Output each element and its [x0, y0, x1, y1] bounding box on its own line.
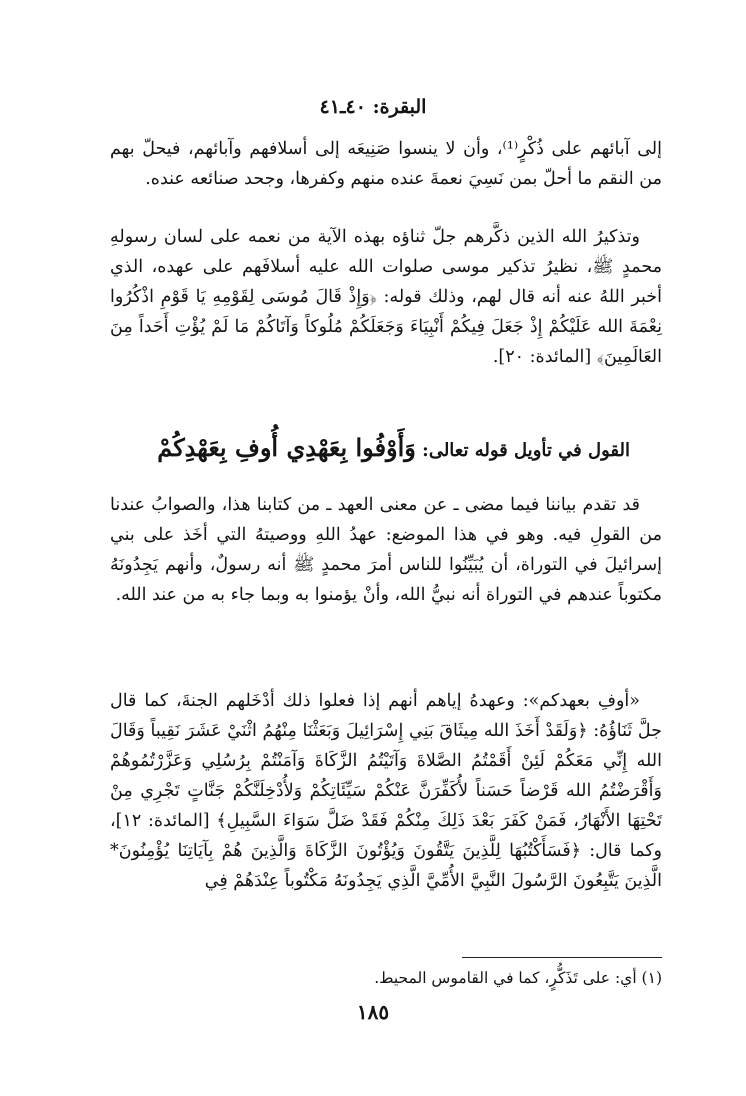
- paragraph-4-text: «أوفِ بعهدكم»: وعهدهُ إياهم أنهم إذا فعلوا ذلك أدْخَلهم الجنةَ، كما قال جلَّ ثَنَاؤُهُ: ﴿وَلَقَدْ أَخَذَ الله مِيثَاقَ بَنِي إِسْرَائِيلَ وَبَعَثْنَا مِنْهُمُ اثْنَيْ عَشَرَ نَقِيباً وَقَالَ الله إِنِّي مَعَكُمْ لَئِنْ أَقَمْتُمُ الصَّلاةَ وَآتَيْتُمُ الزَّكَاةَ وَآمَنْتُمْ بِرُسُلِي وَعَزَّرْتُمُوهُمْ وَأَقْرَضْتُمُ الله قَرْضاً حَسَناً لأُكَفِّرَنَّ عَنْكُمْ سَيِّئَاتِكُمْ وَلأُدْخِلَنَّكُمْ جَنَّاتٍ تَجْرِي مِنْ تَحْتِهَا الأَنْهَارُ، فَمَنْ كَفَرَ بَعْدَ ذَلِكَ مِنْكُمْ فَقَدْ ضَلَّ سَوَاءَ السَّبِيلِ﴾ [المائدة: ١٢]، وكما قال: ﴿فَسَأَكْتُبُهَا لِلَّذِينَ يَتَّقُونَ وَيُؤْتُونَ الزَّكَاةَ وَالَّذِينَ هُمْ بِآيَاتِنَا يُؤْمِنُونَ* الَّذِينَ يَتَّبِعُونَ الرَّسُولَ النَّبِيَّ الأُمِّيَّ الَّذِي يَجِدُونَهُ مَكْتُوباً عِنْدَهُمْ فِي: [110, 691, 662, 891]
- paragraph-4: [110, 686, 662, 896]
- page-number: ١٨٥: [356, 1000, 390, 1024]
- section-heading: [110, 428, 630, 471]
- paragraph-2-text: وتذكيرُ الله الذين ذكَّرهم جلّ ثناؤه بهذه الآية من نعمه على لسان رسولهِ محمدٍ ﷺ، نظيرُ تذكير موسى صلوات الله عليه أسلافَهم على عهده، الذي أخبر اللهُ عنه أنه قال لهم، وذلك قوله: ﴿وَإِذْ قَالَ مُوسَى لِقَوْمِهِ يَا قَوْمِ اذْكُرُوا نِعْمَةَ الله عَلَيْكُمْ إِذْ جَعَلَ فِيكُمْ أَنْبِيَاءَ وَجَعَلَكُمْ مُلُوكاً وَآتَاكُمْ مَا لَمْ يُؤْتِ أَحَداً مِنَ العَالَمِينَ﴾ [المائدة: ٢٠].: [110, 227, 662, 367]
- section-heading-verse: وَأَوْفُوا بِعَهْدِي أُوفِ بِعَهْدِكُمْ: [157, 433, 416, 462]
- paragraph-1: [110, 134, 662, 194]
- paragraph-3-text: قد تقدم بياننا فيما مضى ـ عن معنى العهد ـ من كتابنا هذا، والصوابُ عندنا من القولِ فيه. وهو في هذا الموضع: عهدُ اللهِ ووصيتهُ التي أخَذ على بني إسرائيلَ في التوراة، أن يُبَيِّنُوا للناس أمرَ محمدٍ ﷺ أنه رسولٌ، وأنهم يَجِدُونَهُ مكتوباً عندهم في التوراة أنه نبيُّ الله، وأنْ يؤمنوا به وبما جاء به من عند الله.: [110, 495, 662, 605]
- footnote-divider: [462, 957, 662, 958]
- section-heading-intro: القول في تأويل قوله تعالى:: [422, 440, 630, 461]
- paragraph-1-text: إلى آبائهم على ذُكْرٍ⁽¹⁾، وأن لا ينسوا صَنِيعَه إلى أسلافهم وآبائهم، فيحلّ بهم من النقم ما أحلّ بمن نَسِيَ نعمةَ عنده منهم وكفرها، وجحد صنائعه عنده.: [110, 139, 662, 189]
- paragraph-3: [110, 490, 662, 610]
- paragraph-2: [110, 222, 662, 372]
- footnote: (١) أي: على تَذَكُّرٍ، كما في القاموس المحيط.: [374, 969, 662, 987]
- running-header: البقرة: ٤٠ـ٤١: [319, 96, 427, 118]
